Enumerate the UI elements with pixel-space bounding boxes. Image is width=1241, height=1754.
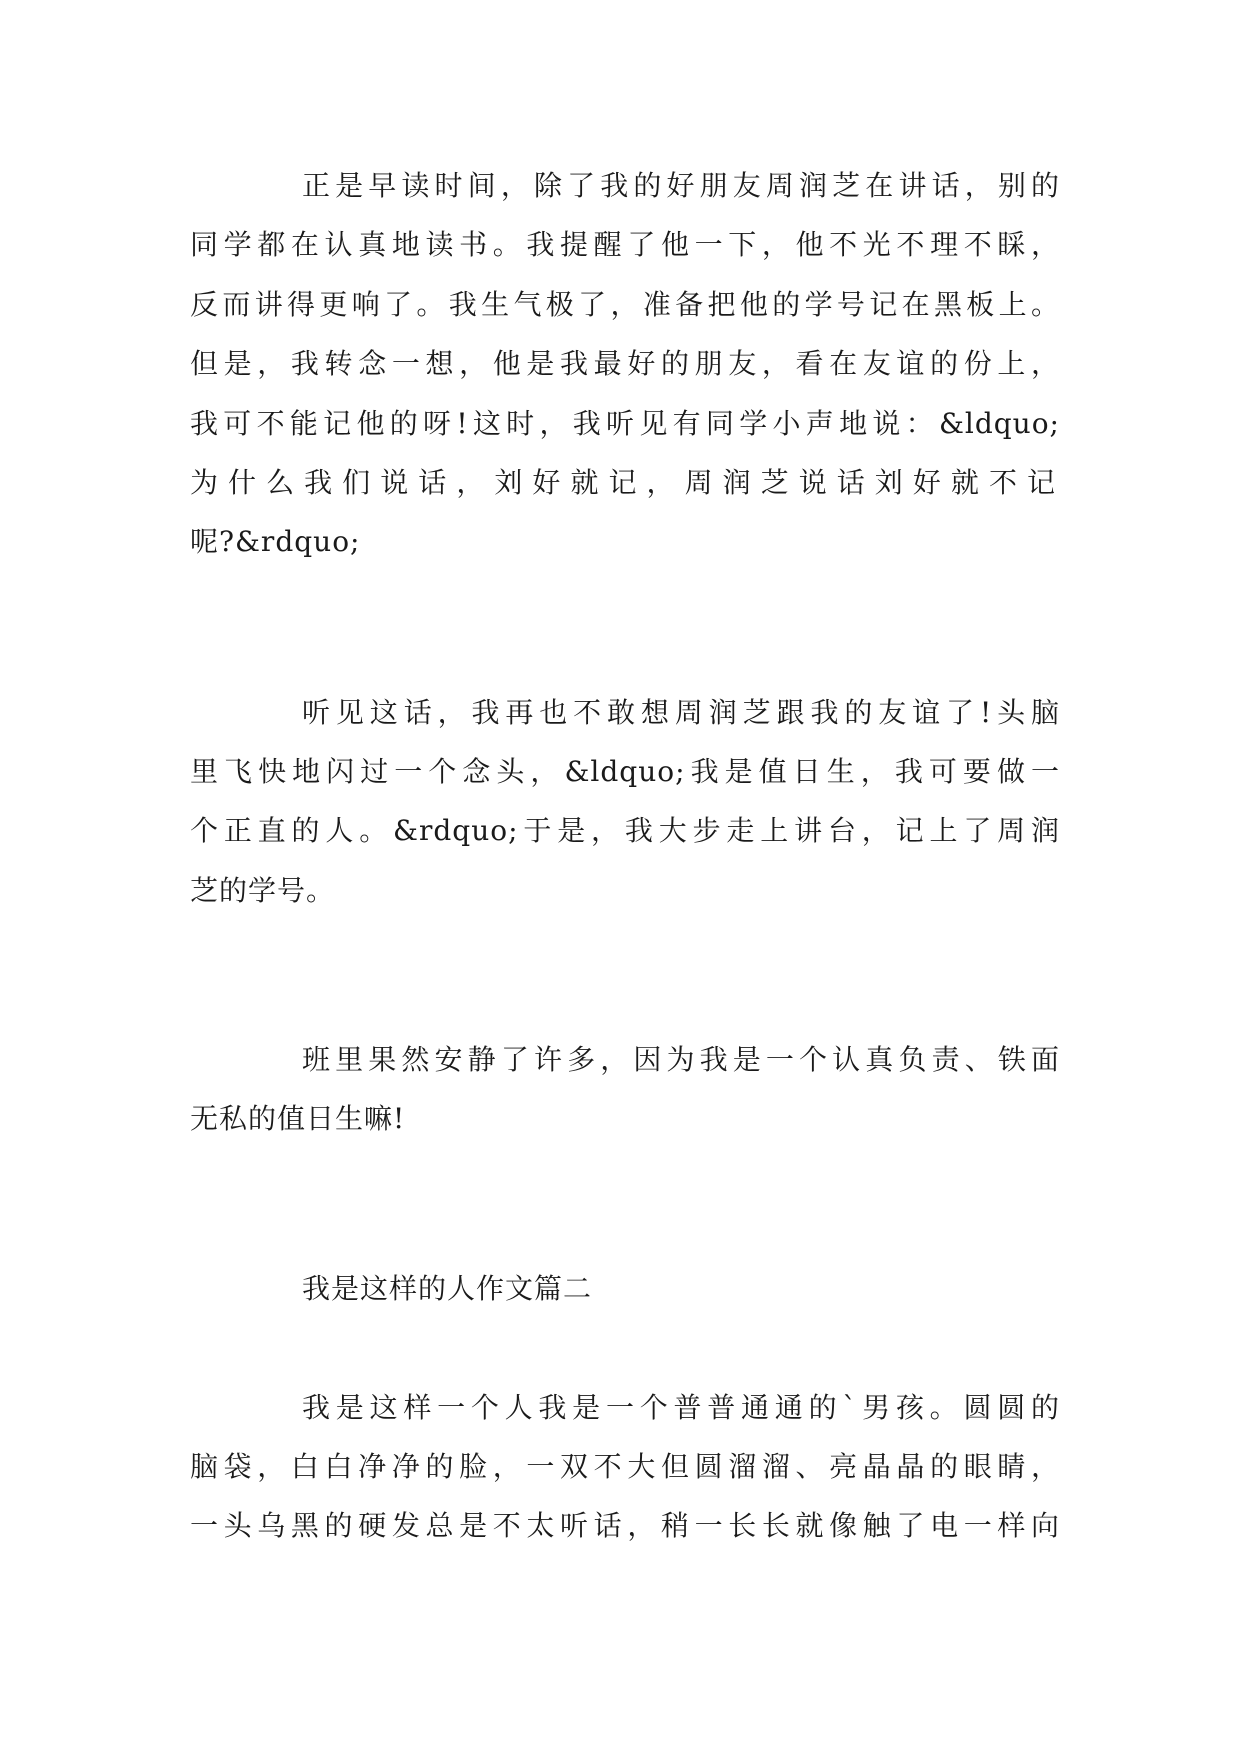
text-line: 里飞快地闪过一个念头，&ldquo;我是值日生，我可要做一	[190, 755, 1060, 788]
text-line: 个正直的人。&rdquo;于是，我大步走上讲台，记上了周润	[190, 814, 1060, 847]
text-line: 同学都在认真地读书。我提醒了他一下，他不光不理不睬，	[190, 228, 1060, 261]
text-line: 班里果然安静了许多，因为我是一个认真负责、铁面	[302, 1043, 1060, 1076]
text-line: 一头乌黑的硬发总是不太听话，稍一长长就像触了电一样向	[190, 1509, 1060, 1542]
text-line: 我可不能记他的呀!这时，我听见有同学小声地说：&ldquo;	[190, 407, 1060, 440]
text-line: 无私的值日生嘛!	[190, 1102, 406, 1135]
text-line: 反而讲得更响了。我生气极了，准备把他的学号记在黑板上。	[190, 288, 1060, 321]
section-heading: 我是这样的人作文篇二	[302, 1272, 593, 1305]
text-line: 听见这话，我再也不敢想周润芝跟我的友谊了!头脑	[302, 696, 1060, 729]
text-line: 芝的学号。	[190, 874, 336, 907]
text-line: 但是，我转念一想，他是我最好的朋友，看在友谊的份上，	[190, 347, 1060, 380]
text-line: 我是这样一个人我是一个普普通通的`男孩。圆圆的	[302, 1391, 1060, 1424]
text-line: 脑袋，白白净净的脸，一双不大但圆溜溜、亮晶晶的眼睛，	[190, 1450, 1060, 1483]
text-line: 为什么我们说话，刘好就记，周润芝说话刘好就不记	[190, 466, 1060, 499]
text-line: 呢?&rdquo;	[190, 525, 361, 558]
text-line: 正是早读时间，除了我的好朋友周润芝在讲话，别的	[302, 169, 1060, 202]
